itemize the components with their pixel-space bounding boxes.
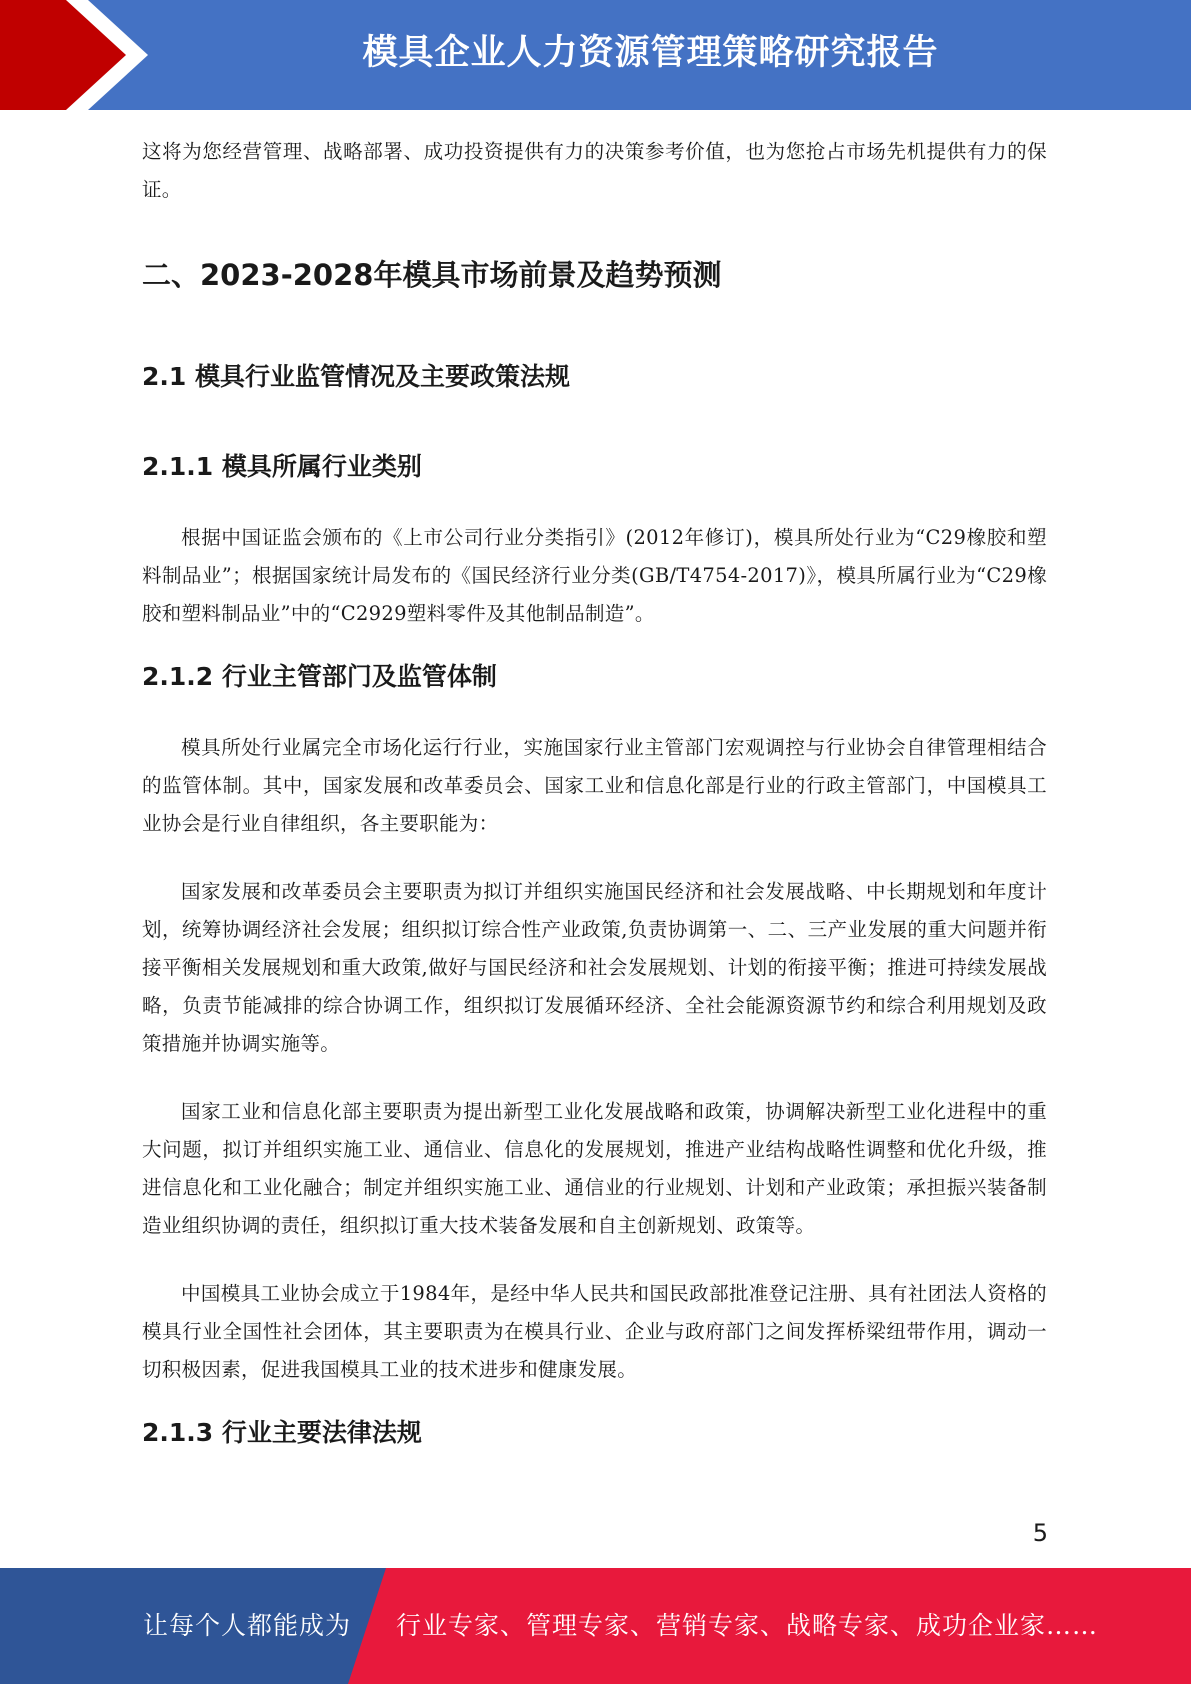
subsection-2-1-1-title: 2.1.1 模具所属行业类别 xyxy=(142,452,422,481)
paragraph-industry-category: 根据中国证监会颁布的《上市公司行业分类指引》(2012年修订)，模具所处行业为“C29橡胶和塑料制品业”；根据国家统计局发布的《国民经济行业分类(GB/T4754-2017)》，模具所属行业为“C29橡胶和塑料制品业”中的“C2929塑料零件及其他制品制造”。 xyxy=(142,526,1047,625)
subsection-title: 2.1 模具行业监管情况及主要政策法规 xyxy=(142,362,570,391)
subsection-2-1-2-title: 2.1.2 行业主管部门及监管体制 xyxy=(142,662,497,691)
page-footer xyxy=(0,1568,1191,1684)
header-title: 模具企业人力资源管理策略研究报告 xyxy=(362,33,939,73)
paragraph-regulatory-system: 模具所处行业属完全市场化运行行业，实施国家行业主管部门宏观调控与行业协会自律管理相结合的监管体制。其中，国家发展和改革委员会、国家工业和信息化部是行业的行政主管部门，中国模具工业协会是行业自律组织，各主要职能为： xyxy=(142,736,1047,835)
footer-slogan-right: 行业专家、管理专家、营销专家、战略专家、成功企业家…… xyxy=(396,1611,1099,1640)
paragraph-miit-duties: 国家工业和信息化部主要职责为提出新型工业化发展战略和政策，协调解决新型工业化进程中的重大问题，拟订并组织实施工业、通信业、信息化的发展规划，推进产业结构战略性调整和优化升级，推进信息化和工业化融合；制定并组织实施工业、通信业的行业规划、计划和产业政策；承担振兴装备制造业组织协调的责任，组织拟订重大技术装备发展和自主创新规划、政策等。 xyxy=(142,1100,1047,1237)
paragraph-ndrc-duties: 国家发展和改革委员会主要职责为拟订并组织实施国民经济和社会发展战略、中长期规划和年度计划，统筹协调经济社会发展；组织拟订综合性产业政策,负责协调第一、二、三产业发展的重大问题并衔接平衡相关发展规划和重大政策,做好与国民经济和社会发展规划、计划的衔接平衡；推进可持续发展战略，负责节能减排的综合协调工作，组织拟订发展循环经济、全社会能源资源节约和综合利用规划及政策措施并协调实施等。 xyxy=(142,880,1047,1055)
page-content xyxy=(142,133,1047,1451)
section-title: 二、2023-2028年模具市场前景及趋势预测 xyxy=(142,258,722,292)
page-header xyxy=(0,0,1191,110)
subsection-2-1-3-title: 2.1.3 行业主要法律法规 xyxy=(142,1418,422,1447)
intro-paragraph: 这将为您经营管理、战略部署、成功投资提供有力的决策参考价值，也为您抢占市场先机提供有力的保证。 xyxy=(142,140,1047,201)
footer-slogan-left: 让每个人都能成为 xyxy=(143,1611,352,1640)
header-arrow-decoration xyxy=(0,0,160,110)
page-number: 5 xyxy=(1032,1519,1048,1547)
paragraph-association-duties: 中国模具工业协会成立于1984年，是经中华人民共和国民政部批准登记注册、具有社团法人资格的模具行业全国性社会团体，其主要职责为在模具行业、企业与政府部门之间发挥桥梁纽带作用，调动一切积极因素，促进我国模具工业的技术进步和健康发展。 xyxy=(142,1282,1047,1381)
